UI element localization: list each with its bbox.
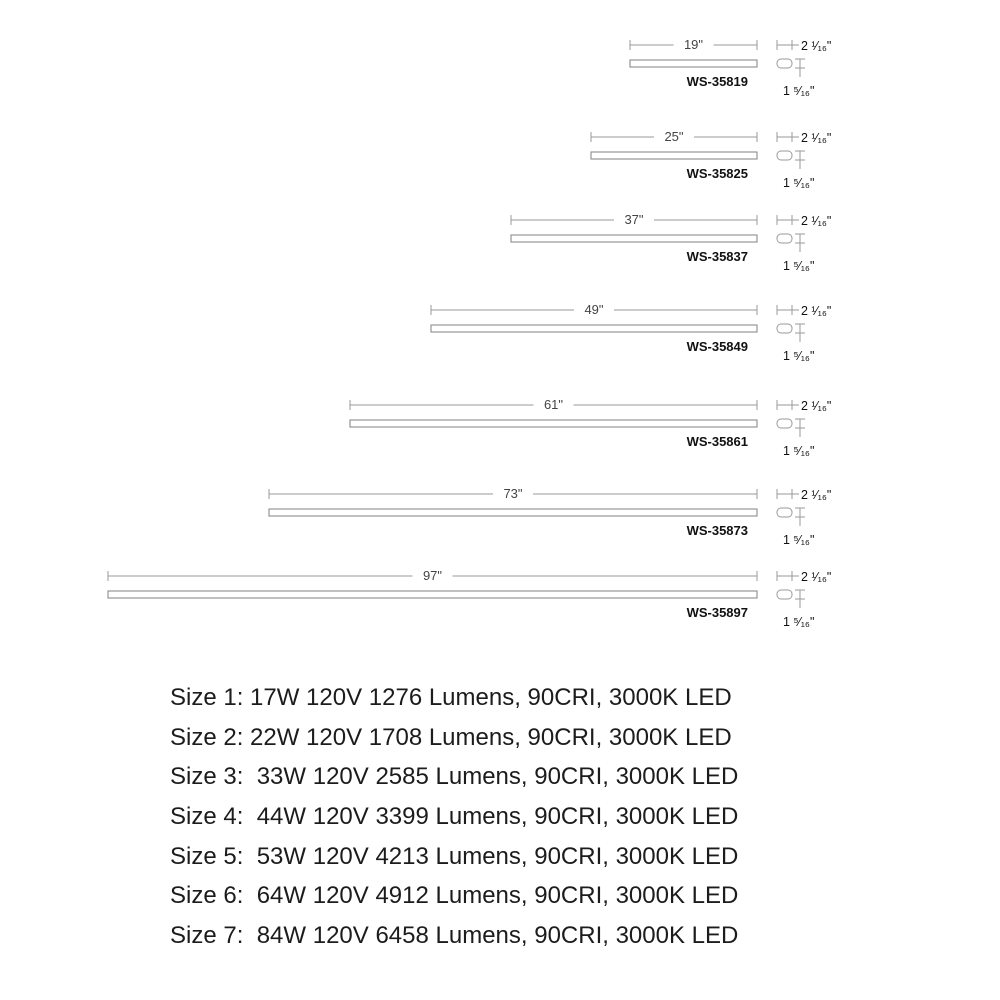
model-number: WS-35849 <box>686 339 748 354</box>
depth-label: 1 ⁵⁄₁₆" <box>783 259 815 273</box>
length-label: 37" <box>624 212 644 227</box>
length-label: 25" <box>664 129 684 144</box>
width-label: 2 ¹⁄₁₆" <box>801 131 832 145</box>
depth-label: 1 ⁵⁄₁₆" <box>783 533 815 547</box>
spec-line: Size 2: 22W 120V 1708 Lumens, 90CRI, 3000K LED <box>170 723 732 751</box>
spec-line: Size 1: 17W 120V 1276 Lumens, 90CRI, 3000K LED <box>170 684 732 711</box>
depth-label: 1 ⁵⁄₁₆" <box>783 176 815 190</box>
end-profile <box>777 151 792 160</box>
spec-line: Size 4: 44W 120V 3399 Lumens, 90CRI, 3000K LED <box>170 803 739 831</box>
depth-label: 1 ⁵⁄₁₆" <box>783 349 815 363</box>
model-number: WS-35819 <box>686 74 748 89</box>
depth-label: 1 ⁵⁄₁₆" <box>783 444 815 458</box>
spec-line: Size 7: 84W 120V 6458 Lumens, 90CRI, 3000K LED <box>170 922 739 950</box>
end-profile <box>777 508 792 517</box>
spec-line: Size 3: 33W 120V 2585 Lumens, 90CRI, 3000K LED <box>170 763 739 791</box>
fixture-bar <box>511 235 757 242</box>
model-number: WS-35897 <box>686 605 748 620</box>
width-label: 2 ¹⁄₁₆" <box>801 488 832 502</box>
fixture-bar <box>591 152 757 159</box>
spec-line: Size 6: 64W 120V 4912 Lumens, 90CRI, 3000K LED <box>170 882 739 910</box>
fixture-bar <box>630 60 757 67</box>
end-profile <box>777 419 792 428</box>
end-profile <box>777 590 792 599</box>
fixture-bar <box>431 325 757 332</box>
end-profile <box>777 324 792 333</box>
depth-label: 1 ⁵⁄₁₆" <box>783 615 815 629</box>
length-label: 61" <box>543 397 564 412</box>
length-label: 49" <box>584 302 604 317</box>
length-label: 19" <box>683 37 704 52</box>
model-number: WS-35837 <box>686 249 748 264</box>
end-profile <box>777 234 792 243</box>
fixture-bar <box>350 420 757 427</box>
width-label: 2 ¹⁄₁₆" <box>801 399 832 413</box>
width-label: 2 ¹⁄₁₆" <box>801 570 832 584</box>
width-label: 2 ¹⁄₁₆" <box>801 39 832 53</box>
width-label: 2 ¹⁄₁₆" <box>801 214 832 228</box>
length-label: 97" <box>422 568 443 583</box>
width-label: 2 ¹⁄₁₆" <box>801 304 832 318</box>
fixture-bar <box>108 591 757 598</box>
depth-label: 1 ⁵⁄₁₆" <box>783 84 815 98</box>
spec-line: Size 5: 53W 120V 4213 Lumens, 90CRI, 3000K LED <box>170 842 739 870</box>
fixture-bar <box>269 509 757 516</box>
model-number: WS-35861 <box>686 434 748 449</box>
length-label: 73" <box>503 486 523 501</box>
spec-list <box>170 678 738 956</box>
model-number: WS-35825 <box>686 166 748 181</box>
end-profile <box>777 59 792 68</box>
model-number: WS-35873 <box>686 523 748 538</box>
